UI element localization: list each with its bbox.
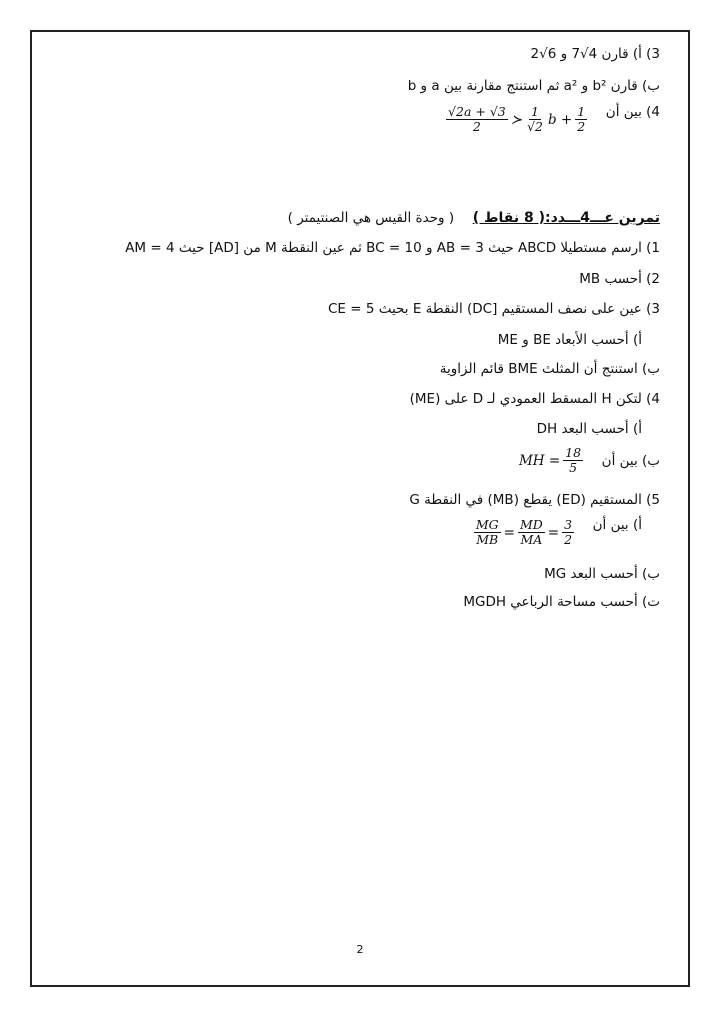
q4-r1-tail: b + xyxy=(547,111,573,128)
q4-r1-fraction: $\frac{1}{√2}$ xyxy=(527,104,543,135)
page-frame xyxy=(30,30,690,987)
q4-r2-fraction: $\frac{1}{2}$ xyxy=(577,104,586,135)
exercise-note: ( وحدة القيس هي الصنتيمتر ) xyxy=(287,210,455,226)
mh-equation: MH = $\frac{18}{5}$ xyxy=(518,445,582,476)
q3b-text: ب) قارن b² و a² ثم استنتج مقارنة بين a و b xyxy=(407,78,660,94)
ratio-equation: $\frac{MG}{MB}$ = $\frac{MD}{MA}$ = $\frac{3}{2}$ xyxy=(475,517,573,548)
ratio-md-ma: $\frac{MD}{MA}$ xyxy=(519,517,543,548)
item-4a: أ) أحسب البعد DH xyxy=(536,421,642,437)
q4-relation: ≻ xyxy=(510,111,523,128)
ratio-3-2: $\frac{3}{2}$ xyxy=(564,517,573,548)
exercise-header xyxy=(0,210,720,226)
item-5b: ب) أحسب البعد MG xyxy=(544,566,660,582)
q3b-line xyxy=(0,78,720,94)
q4-label: 4) بين أن xyxy=(605,104,660,120)
item-3b: ب) استنتج أن المثلث BME قائم الزاوية xyxy=(439,361,660,377)
q3a-line xyxy=(0,46,720,62)
item-5: 5) المستقيم (ED) يقطع (MB) في النقطة G xyxy=(409,492,660,508)
q3a-text: 3) أ) قارن 4√7 و 6√2 xyxy=(530,46,660,62)
item-5c: ت) أحسب مساحة الرباعي MGDH xyxy=(463,594,660,610)
q4-inequality xyxy=(446,105,587,135)
item-4b: ب) بين أن MH = $\frac{18}{5}$ xyxy=(518,445,660,476)
q4-line xyxy=(0,104,720,135)
exercise-title: تمرين عـــ4ـــدد:( 8 نقاط ) xyxy=(472,210,660,226)
item-4: 4) لتكن H المسقط العمودي لـ D على (ME) xyxy=(409,391,660,407)
item-2: 2) أحسب MB xyxy=(579,271,660,287)
q4-lhs-fraction: $\frac{√2a + √3}{2}$ xyxy=(448,104,506,135)
item-5a: أ) بين أن $\frac{MG}{MB}$ = $\frac{MD}{MA}$ = $\frac{3}{2}$ xyxy=(475,517,642,548)
mh-fraction: $\frac{18}{5}$ xyxy=(565,445,582,476)
ratio-mg-mb: $\frac{MG}{MB}$ xyxy=(475,517,499,548)
page-number: 2 xyxy=(356,943,364,956)
item-1: 1) ارسم مستطيلا ABCD حيث AB = 3 و BC = 10 ثم عين النقطة M من [AD] حيث AM = 4 xyxy=(125,240,660,256)
item-3a: أ) أحسب الأبعاد BE و ME xyxy=(497,332,642,348)
item-3: 3) عين على نصف المستقيم [DC) النقطة E بحيث CE = 5 xyxy=(327,301,660,317)
